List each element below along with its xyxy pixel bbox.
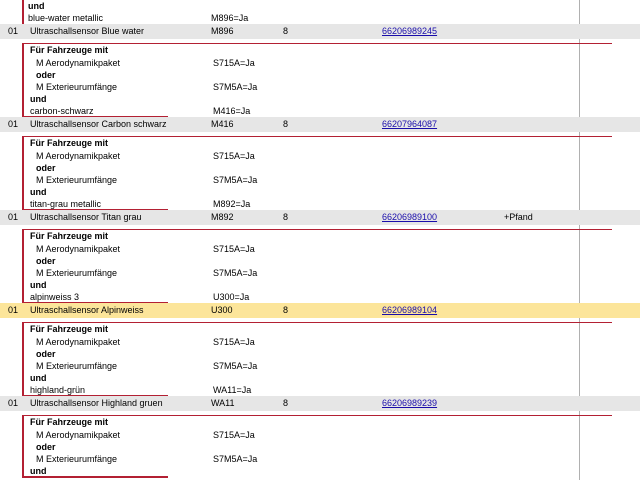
cond-option-2: M Exterieurumfänge <box>36 175 118 185</box>
cond-option-2: M Exterieurumfänge <box>36 268 118 278</box>
part-name: Ultraschallsensor Highland gruen <box>30 398 163 408</box>
cond-color-code: M416=Ja <box>213 106 251 116</box>
part-number-link[interactable]: 66206989104 <box>382 305 438 315</box>
cond-color-code: WA11=Ja <box>213 385 252 395</box>
cond-color: highland-grün <box>30 385 86 395</box>
cond-header: Für Fahrzeuge mit <box>30 417 109 427</box>
cond-or: oder <box>36 349 56 359</box>
cond-color: carbon-schwarz <box>30 106 94 116</box>
cond-option-1-code: S715A=Ja <box>213 430 255 440</box>
cond-option-1: M Aerodynamikpaket <box>36 430 121 440</box>
cond-and: und <box>30 466 47 476</box>
cond-option-1-code: S715A=Ja <box>213 58 255 68</box>
part-quantity: 8 <box>283 398 289 408</box>
part-number-link[interactable]: 66206989239 <box>382 398 438 408</box>
cond-option-2: M Exterieurumfänge <box>36 361 118 371</box>
part-code: U300 <box>211 305 233 315</box>
part-position: 01 <box>8 212 19 222</box>
cond-option-2-code: S7M5A=Ja <box>213 268 258 278</box>
condition-block <box>22 43 612 117</box>
cond-option-1-code: S715A=Ja <box>213 151 255 161</box>
cond-header: Für Fahrzeuge mit <box>30 231 109 241</box>
part-position: 01 <box>8 398 19 408</box>
condition-block <box>22 415 612 477</box>
part-number-link[interactable]: 66207964087 <box>382 119 438 129</box>
part-row-blue-water <box>0 24 640 39</box>
cond-header: Für Fahrzeuge mit <box>30 45 109 55</box>
part-row-carbon-schwarz <box>0 117 640 132</box>
part-row-titan-grau <box>0 210 640 225</box>
part-note: +Pfand <box>504 212 533 222</box>
cond-option-2: M Exterieurumfänge <box>36 82 118 92</box>
cond-or: oder <box>36 163 56 173</box>
cond-option-1: M Aerodynamikpaket <box>36 151 121 161</box>
cond-and: und <box>30 187 47 197</box>
condition-block <box>22 136 612 210</box>
part-number-link[interactable]: 66206989100 <box>382 212 438 222</box>
part-row-alpinweiss <box>0 303 640 318</box>
part-row-highland-gruen <box>0 396 640 411</box>
part-code: M892 <box>211 212 234 222</box>
cond-color: alpinweiss 3 <box>30 292 80 302</box>
cond-and: und <box>28 1 45 11</box>
part-name: Ultraschallsensor Carbon schwarz <box>30 119 167 129</box>
part-quantity: 8 <box>283 212 289 222</box>
part-number-link[interactable]: 66206989245 <box>382 26 438 36</box>
condition-block <box>22 322 612 396</box>
part-quantity: 8 <box>283 119 289 129</box>
cond-option-1-code: S715A=Ja <box>213 337 255 347</box>
part-position: 01 <box>8 305 19 315</box>
condition-block <box>22 229 612 303</box>
cond-color: blue-water metallic <box>28 13 104 23</box>
part-name: Ultraschallsensor Alpinweiss <box>30 305 144 315</box>
cond-color-code: M896=Ja <box>211 13 249 23</box>
part-name: Ultraschallsensor Titan grau <box>30 212 142 222</box>
cond-color: titan-grau metallic <box>30 199 102 209</box>
cond-and: und <box>30 280 47 290</box>
part-quantity: 8 <box>283 26 289 36</box>
cond-option-2-code: S7M5A=Ja <box>213 361 258 371</box>
cond-color-code: M892=Ja <box>213 199 251 209</box>
cond-or: oder <box>36 442 56 452</box>
cond-and: und <box>30 94 47 104</box>
part-code: M896 <box>211 26 234 36</box>
cond-color-code: U300=Ja <box>213 292 250 302</box>
cond-option-1-code: S715A=Ja <box>213 244 255 254</box>
part-position: 01 <box>8 119 19 129</box>
cond-header: Für Fahrzeuge mit <box>30 138 109 148</box>
cond-and: und <box>30 373 47 383</box>
cond-option-1: M Aerodynamikpaket <box>36 244 121 254</box>
part-code: M416 <box>211 119 234 129</box>
cond-header: Für Fahrzeuge mit <box>30 324 109 334</box>
part-quantity: 8 <box>283 305 289 315</box>
cond-option-2: M Exterieurumfänge <box>36 454 118 464</box>
cond-or: oder <box>36 256 56 266</box>
cond-option-1: M Aerodynamikpaket <box>36 58 121 68</box>
part-position: 01 <box>8 26 19 36</box>
cond-option-2-code: S7M5A=Ja <box>213 82 258 92</box>
cond-option-2-code: S7M5A=Ja <box>213 175 258 185</box>
part-name: Ultraschallsensor Blue water <box>30 26 145 36</box>
cond-option-2-code: S7M5A=Ja <box>213 454 258 464</box>
part-code: WA11 <box>211 398 235 408</box>
cond-option-1: M Aerodynamikpaket <box>36 337 121 347</box>
cond-or: oder <box>36 70 56 80</box>
condition-fragment-top <box>24 0 612 24</box>
